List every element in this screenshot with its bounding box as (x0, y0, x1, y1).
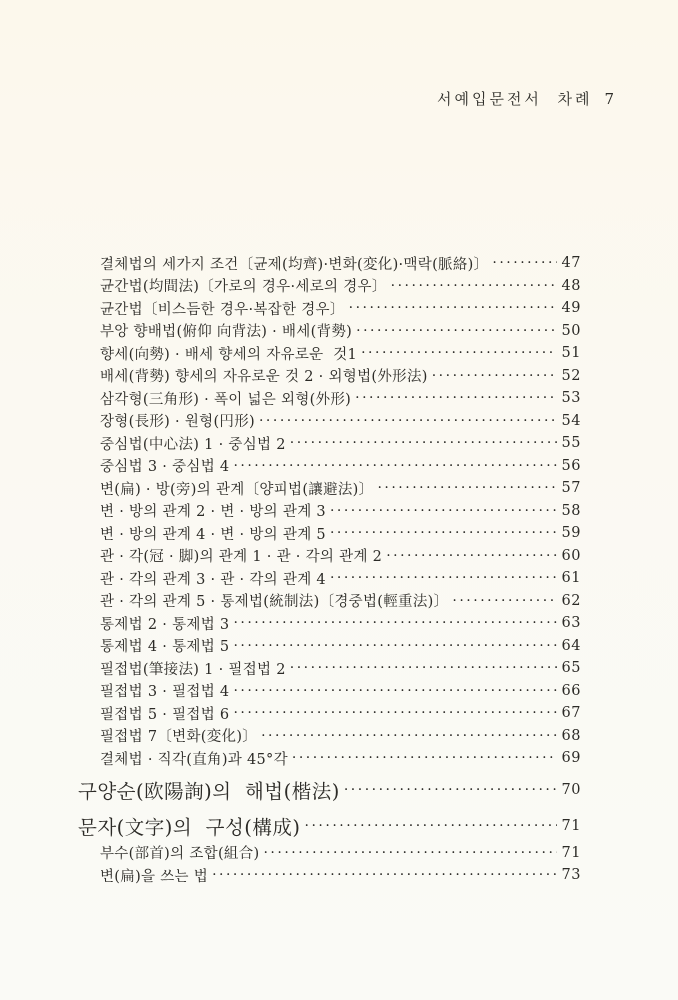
dot-leader (448, 593, 557, 609)
toc-entry (78, 410, 581, 433)
toc-entry (78, 567, 581, 590)
toc-entry-page: 65 (561, 660, 581, 677)
toc-entry-label: 필접법 3 · 필접법 4 (100, 684, 230, 701)
toc-entry (78, 500, 581, 523)
toc-entry-page: 64 (561, 637, 581, 654)
toc-entry (78, 320, 581, 343)
toc-entry (78, 297, 581, 320)
dot-leader (428, 368, 557, 384)
dot-leader (488, 255, 557, 271)
toc-entry-page: 51 (561, 345, 581, 362)
dot-leader (351, 390, 557, 406)
toc-entry (78, 635, 581, 658)
dot-leader (229, 705, 557, 721)
toc-entry (78, 252, 581, 275)
toc-entry (78, 702, 581, 725)
toc-entry-label: 중심법 3 · 중심법 4 (100, 459, 230, 476)
toc-entry-page: 53 (561, 390, 581, 407)
dot-leader (229, 615, 557, 631)
toc-entry (78, 590, 581, 613)
toc-entry (78, 612, 581, 635)
toc-entry-page: 48 (561, 277, 581, 294)
toc-entry-label: 변 · 방의 관계 4 · 변 · 방의 관계 5 (100, 526, 326, 543)
toc-entry-label: 장형(長形) · 원형(円形) (100, 414, 255, 431)
toc-entry-label: 균간법(均間法)〔가로의 경우·세로의 경우〕 (100, 279, 387, 296)
toc-entry-label: 중심법(中心法) 1 · 중심법 2 (100, 436, 286, 453)
toc-entry-page: 57 (561, 480, 581, 497)
toc-entry-label: 필접법 5 · 필접법 6 (100, 706, 230, 723)
toc-entry (78, 842, 581, 865)
toc-entry-label: 문자(文字)의 구성(構成) (78, 815, 301, 839)
toc-entry-label: 관 · 각의 관계 3 · 관 · 각의 관계 4 (100, 571, 326, 588)
header-title: 서예입문전서 차례 (436, 90, 593, 108)
toc-entry-page: 54 (561, 412, 581, 429)
dot-leader (259, 845, 557, 861)
toc-entry (78, 864, 581, 887)
dot-leader (229, 683, 557, 699)
toc-entry-label: 관 · 각(冠 · 脚)의 관계 1 · 관 · 각의 관계 2 (100, 549, 383, 566)
dot-leader (208, 867, 557, 883)
toc-entry-label: 필접법 7〔변화(変化)〕 (100, 729, 258, 746)
toc-entry-label: 통제법 4 · 통제법 5 (100, 639, 230, 656)
dot-leader (326, 525, 557, 541)
toc-entry-label: 구양순(欧陽詢)의 해법(楷法) (78, 779, 340, 803)
toc-entry-label: 부수(部首)의 조합(組合) (100, 846, 260, 863)
toc-entry (78, 725, 581, 748)
toc-entry (78, 477, 581, 500)
toc-entry-page: 47 (561, 255, 581, 272)
toc-entry-page: 69 (561, 750, 581, 767)
dot-leader (382, 548, 557, 564)
toc-entry-page: 58 (561, 502, 581, 519)
dot-leader (345, 300, 557, 316)
toc-entry (78, 747, 581, 770)
dot-leader (229, 638, 557, 654)
toc-entry (78, 275, 581, 298)
toc-entry (78, 342, 581, 365)
toc-entry-page: 68 (561, 727, 581, 744)
toc-entry-label: 부앙 향배법(俯仰 向背法) · 배세(背勢) (100, 324, 353, 341)
toc-entry-page: 62 (561, 592, 581, 609)
dot-leader (357, 345, 557, 361)
dot-leader (286, 660, 557, 676)
toc-entry-page: 59 (561, 525, 581, 542)
toc-entry-page: 50 (561, 322, 581, 339)
toc-entry-page: 67 (561, 705, 581, 722)
toc-entry (78, 455, 581, 478)
toc-entry-page: 52 (561, 367, 581, 384)
dot-leader (257, 728, 557, 744)
toc-entry (78, 432, 581, 455)
toc-entry (78, 810, 581, 842)
toc-list (78, 252, 581, 887)
toc-entry (78, 522, 581, 545)
toc-entry-label: 변(扁)을 쓰는 법 (100, 868, 209, 885)
toc-entry-label: 필접법(筆接法) 1 · 필접법 2 (100, 661, 286, 678)
toc-entry-page: 70 (561, 781, 581, 798)
dot-leader (340, 782, 557, 798)
toc-entry-label: 변 · 방의 관계 2 · 변 · 방의 관계 3 (100, 504, 326, 521)
toc-entry-page: 55 (561, 435, 581, 452)
toc-entry-page: 60 (561, 547, 581, 564)
toc-entry (78, 774, 581, 806)
dot-leader (387, 278, 557, 294)
header-page-number: 7 (604, 90, 614, 108)
toc-entry-label: 향세(向勢) · 배세 향세의 자유로운 것1 (100, 346, 358, 363)
toc-entry-label: 변(扁) · 방(旁)의 관계〔양피법(讓避法)〕 (100, 481, 374, 498)
dot-leader (326, 570, 557, 586)
toc-entry-page: 61 (561, 570, 581, 587)
toc-entry-page: 71 (561, 817, 581, 834)
toc-entry-label: 관 · 각의 관계 5 · 통제법(統制法)〔경중법(輕重法)〕 (100, 594, 449, 611)
dot-leader (301, 818, 557, 834)
toc-entry (78, 657, 581, 680)
toc-entry-page: 49 (561, 300, 581, 317)
dot-leader (286, 435, 557, 451)
dot-leader (373, 480, 557, 496)
toc-entry-page: 63 (561, 615, 581, 632)
toc-entry (78, 387, 581, 410)
dot-leader (326, 503, 557, 519)
toc-entry (78, 545, 581, 568)
toc-entry-label: 결체법의 세가지 조건〔균제(均齊)·변화(変化)·맥락(脈絡)〕 (100, 256, 489, 273)
toc-entry-label: 통제법 2 · 통제법 3 (100, 616, 230, 633)
toc-entry-label: 배세(背勢) 향세의 자유로운 것 2 · 외형법(外形法) (100, 369, 428, 386)
toc-entry-label: 결체법 · 직각(直角)과 45°각 (100, 751, 288, 768)
toc-entry-label: 균간법〔비스듬한 경우·복잡한 경우〕 (100, 301, 345, 318)
toc-entry-page: 66 (561, 682, 581, 699)
dot-leader (255, 413, 557, 429)
running-header (406, 70, 614, 127)
toc-entry-page: 71 (561, 844, 581, 861)
toc-entry-label: 삼각형(三角形) · 폭이 넓은 외형(外形) (100, 391, 352, 408)
dot-leader (352, 323, 557, 339)
toc-entry-page: 73 (561, 867, 581, 884)
dot-leader (229, 458, 557, 474)
toc-entry (78, 680, 581, 703)
toc-entry-page: 56 (561, 457, 581, 474)
dot-leader (288, 750, 557, 766)
toc-entry (78, 365, 581, 388)
